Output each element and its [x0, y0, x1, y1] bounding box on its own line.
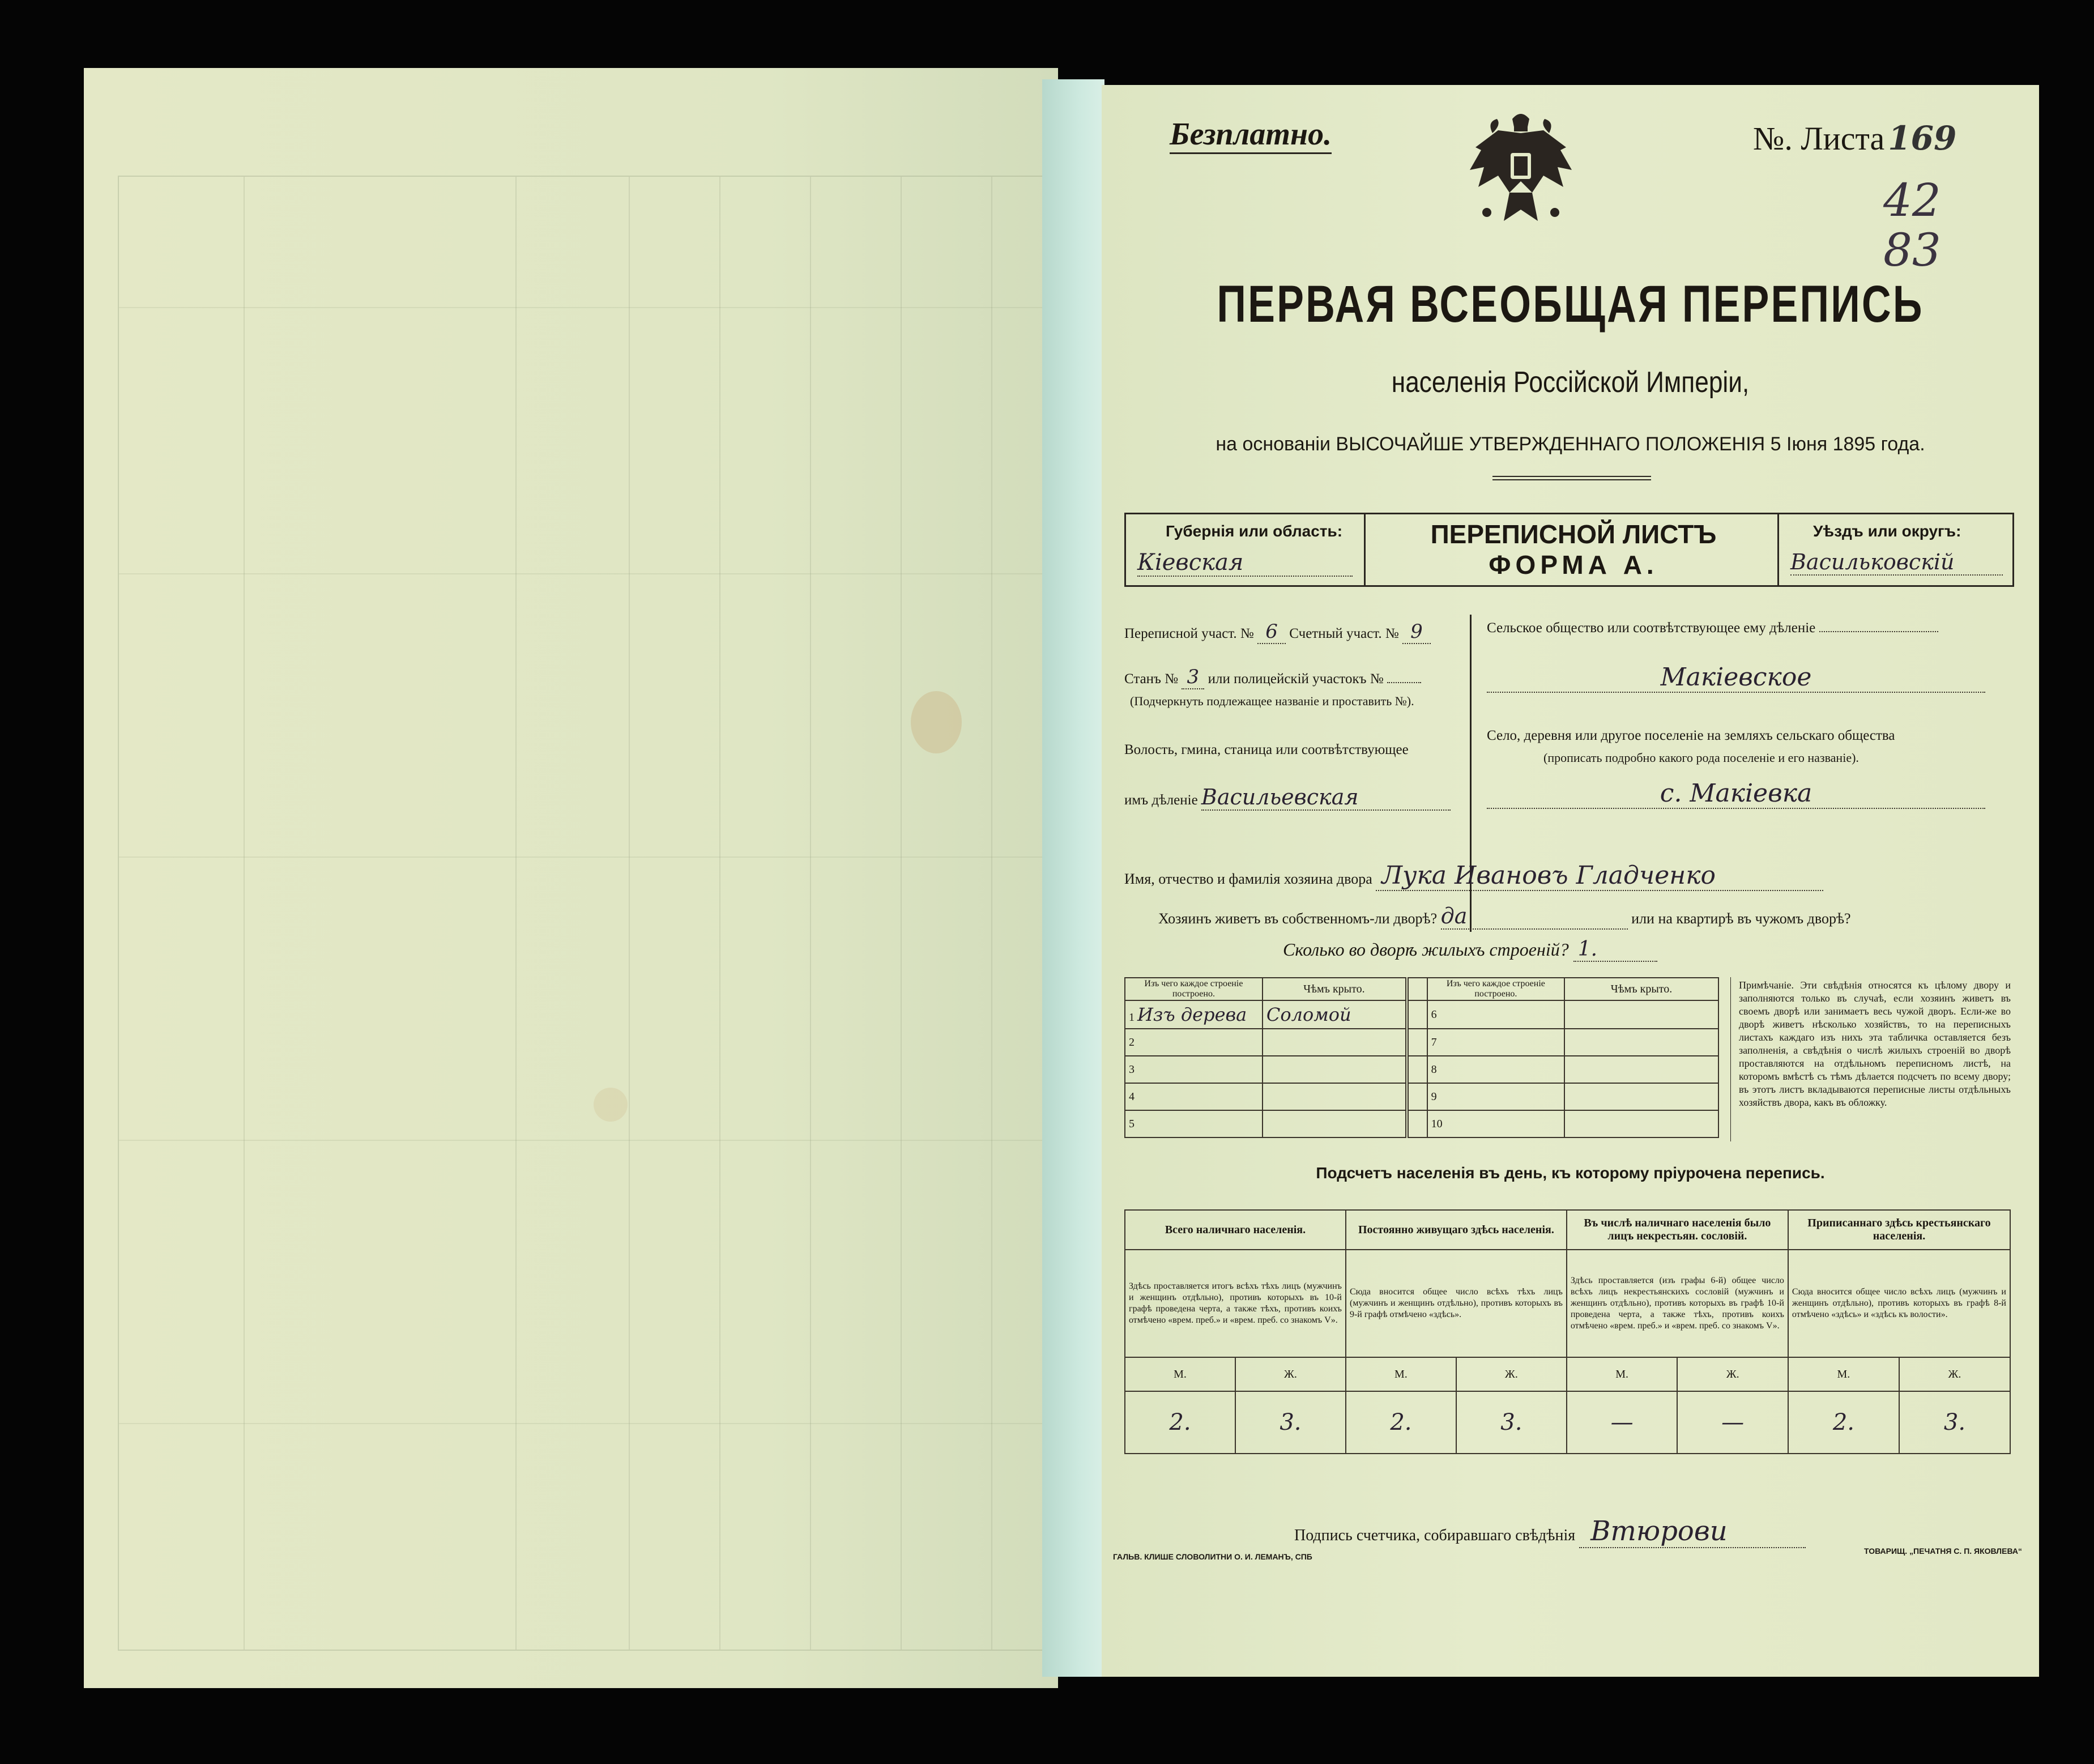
- buildings-value: 1.: [1573, 938, 1657, 962]
- society-line: [1819, 631, 1938, 632]
- owner-value: Лука Ивановъ Гладченко: [1376, 861, 1823, 891]
- society-value: Макіевское: [1487, 663, 1985, 693]
- province-label: Губернія или область:: [1166, 522, 1343, 540]
- area-fields: [1124, 620, 1475, 644]
- tally-title-row: [1125, 1210, 2010, 1250]
- tally-value: 3.: [1456, 1391, 1567, 1454]
- form-type-title: [1392, 519, 1755, 580]
- stan-fields: [1124, 666, 1475, 689]
- note-text: Примѣчаніе. Эти свѣдѣнія относятся къ цѣлому двору и заполняются только въ случаѣ, если хозяинъ живетъ въ своемъ дворѣ или занимаетъ весь чужой дворъ. Если-же во дворѣ живетъ нѣсколько хозяйствъ, то на переписныхъ листахъ каждаго изъ нихъ эта табличка оставляется безъ заполненія, а свѣдѣнія о числѣ жилыхъ строеній во дворѣ проставляются на отдѣльномъ переписномъ листѣ, на которомъ вмѣстѣ съ тѣмъ дѣлается подсчетъ по всему двору; въ этотъ листъ вкладываются переписные листы отдѣльныхъ хозяйствъ двора, какъ въ обложку.: [1739, 979, 2011, 1108]
- sheet-number: [1753, 119, 1956, 157]
- tally-value: 3.: [1235, 1391, 1346, 1454]
- female-label: Ж.: [1235, 1357, 1346, 1391]
- form-type-line1: ПЕРЕПИСНОЙ ЛИСТЪ: [1430, 519, 1717, 549]
- tally-value: 2.: [1788, 1391, 1899, 1454]
- police-note: (Подчеркнуть подлежащее названіе и проставить №).: [1130, 694, 1414, 708]
- tally-desc-row: [1125, 1250, 2010, 1357]
- stan-label: Станъ №: [1124, 671, 1179, 687]
- col-material-left: Изъ чего каждое строеніе построено.: [1125, 978, 1263, 1000]
- col-roof-right: Чѣмъ крыто.: [1564, 978, 1718, 1000]
- society-field: [1487, 620, 1985, 636]
- signature-label: Подпись счетчика, собиравшаго свѣдѣнія: [1294, 1527, 1576, 1544]
- ornament-divider: [1492, 476, 1651, 480]
- police-label: или полицейскій участокъ №: [1208, 671, 1384, 687]
- tally-col-desc: Здѣсь проставляется (изъ графы 6-й) общее число всѣхъ лицъ некрестьянскихъ сословій (мужчинъ и женщинъ отдѣльно), противъ которыхъ въ графѣ 10-й проведена черта, а также тѣхъ, противъ коихъ отмѣчено «врем. преб.» и «врем. преб. со знакомъ V».: [1567, 1250, 1788, 1357]
- row-number: 4: [1125, 1083, 1263, 1110]
- volost-label2: имъ дѣленіе: [1124, 792, 1198, 808]
- tally-value: 2.: [1125, 1391, 1235, 1454]
- own-yard-value: да: [1441, 904, 1628, 930]
- census-area-label: Переписной участ. №: [1124, 626, 1254, 641]
- tally-col-desc: Сюда вносится общее число всѣхъ лицъ (мужчинъ и женщинъ отдѣльно), противъ которыхъ въ графѣ 8-й отмѣчено «здѣсь» и «здѣсь къ волости».: [1788, 1250, 2010, 1357]
- tally-heading: Подсчетъ населенія въ день, къ которому пріурочена перепись.: [1316, 1164, 1825, 1182]
- district-label: Уѣздъ или округъ:: [1813, 522, 1961, 540]
- tally-col-desc: Сюда вносится общее число всѣхъ тѣхъ лицъ (мужчинъ и женщинъ отдѣльно), противъ которыхъ въ 9-й графѣ отмѣчено «здѣсь».: [1346, 1250, 1567, 1357]
- row-number: 7: [1427, 1029, 1564, 1056]
- col-material-right: Изъ чего каждое строеніе построено.: [1427, 978, 1564, 1000]
- sheet-number-label: №. Листа: [1753, 120, 1885, 157]
- row-number: 9: [1427, 1083, 1564, 1110]
- stan-value: 3: [1182, 666, 1204, 689]
- form-title: ПЕРВАЯ ВСЕОБЩАЯ ПЕРЕПИСЬ: [1217, 275, 1924, 333]
- district-cell: [1777, 514, 2014, 585]
- form-header-box: [1124, 513, 2014, 587]
- show-through-grid: [118, 176, 1055, 1651]
- footer-left: ГАЛЬВ. КЛИШЕ СЛОВОЛИТНИ О. И. ЛЕМАНЪ, СПБ: [1113, 1552, 1312, 1561]
- paper-stain: [911, 691, 962, 753]
- female-label: Ж.: [1899, 1357, 2010, 1391]
- count-area-value: 9: [1402, 620, 1431, 644]
- book-gutter: [1042, 79, 1104, 1677]
- row-number: 6: [1427, 1000, 1564, 1029]
- buildings-table: [1124, 977, 1719, 1138]
- signature-field: [1294, 1515, 1946, 1548]
- tally-value: —: [1567, 1391, 1678, 1454]
- table-row: [1125, 1110, 1718, 1137]
- margin-number: 42: [1883, 174, 1941, 227]
- owner-label: Имя, отчество и фамилія хозяина двора: [1124, 871, 1372, 887]
- female-label: Ж.: [1677, 1357, 1788, 1391]
- tally-col-title: Всего наличнаго населенія.: [1125, 1210, 1346, 1250]
- buildings-label: Сколько во дворѣ жилыхъ строеній?: [1283, 939, 1569, 960]
- volost-value: Васильевская: [1201, 785, 1451, 811]
- roof-value: Соломой: [1263, 1000, 1407, 1029]
- tally-value: 3.: [1899, 1391, 2010, 1454]
- row-number: 2: [1125, 1029, 1263, 1056]
- tally-table: [1124, 1209, 2011, 1454]
- table-row: [1125, 1000, 1718, 1029]
- owner-field: [1124, 861, 2008, 891]
- paper-stain: [594, 1088, 628, 1122]
- tally-col-title: Приписаннаго здѣсь крестьянскаго населенія.: [1788, 1210, 2010, 1250]
- imperial-eagle-emblem: [1464, 108, 1577, 238]
- form-type-line2: ФОРМА А.: [1489, 550, 1658, 580]
- volost-field: [1124, 785, 1475, 811]
- sheet-number-value: 169: [1888, 119, 1957, 157]
- tally-col-desc: Здѣсь проставляется итогъ всѣхъ тѣхъ лицъ (мужчинъ и женщинъ отдѣльно), противъ которыхъ въ 10-й графѣ проведена черта, а также тѣхъ, противъ коихъ отмѣчено «врем. преб.» и «врем. преб. со знакомъ V».: [1125, 1250, 1346, 1357]
- margin-annotation: [1883, 176, 1941, 275]
- village-value: с. Макіевка: [1487, 779, 1985, 809]
- count-area-label: Счетный участ. №: [1289, 626, 1399, 641]
- tally-col-title: Въ числѣ наличнаго населенія было лицъ некрестьян. сословій.: [1567, 1210, 1788, 1250]
- village-note: (прописать подробно какого рода поселеніе и его названіе).: [1543, 751, 1859, 765]
- district-value: Васильковскій: [1790, 549, 2003, 576]
- province-value: Кіевская: [1137, 549, 1353, 577]
- male-label: М.: [1788, 1357, 1899, 1391]
- own-yard-label: Хозяинъ живетъ въ собственномъ-ли дворѣ?: [1158, 910, 1438, 927]
- tally-sex-row: [1125, 1357, 2010, 1391]
- census-area-value: 6: [1257, 620, 1286, 644]
- male-label: М.: [1125, 1357, 1235, 1391]
- row-number: 5: [1125, 1110, 1263, 1137]
- village-label: Село, деревня или другое поселеніе на земляхъ сельскаго общества: [1487, 728, 1895, 743]
- table-row: [1125, 1029, 1718, 1056]
- buildings-table-header: [1125, 978, 1718, 1000]
- left-page: [84, 68, 1058, 1688]
- police-value-line: [1387, 682, 1421, 683]
- male-label: М.: [1346, 1357, 1456, 1391]
- note-divider: [1730, 977, 1731, 1141]
- col-roof-left: Чѣмъ крыто.: [1263, 978, 1407, 1000]
- row-number: 10: [1427, 1110, 1564, 1137]
- tally-col-title: Постоянно живущаго здѣсь населенія.: [1346, 1210, 1567, 1250]
- buildings-field: [1283, 938, 1657, 962]
- footer-right: ТОВАРИЩ. „ПЕЧАТНЯ С. П. ЯКОВЛЕВА“: [1863, 1546, 2022, 1556]
- society-label: Сельское общество или соотвѣтствующее ему дѣленіе: [1487, 620, 1816, 636]
- form-subtitle: населенія Россійской Имперіи,: [1391, 366, 1750, 399]
- row-number: 3: [1125, 1056, 1263, 1083]
- residence-field: [1158, 904, 2008, 930]
- row-number: 8: [1427, 1056, 1564, 1083]
- volost-label: Волость, гмина, станица или соотвѣтствующее: [1124, 742, 1409, 757]
- female-label: Ж.: [1456, 1357, 1567, 1391]
- row-number: 1: [1129, 1011, 1135, 1024]
- male-label: М.: [1567, 1357, 1678, 1391]
- signature-value: Втюрови: [1579, 1515, 1806, 1548]
- tally-values-row: [1125, 1391, 2010, 1454]
- table-row: [1125, 1083, 1718, 1110]
- census-form-page: [1102, 85, 2039, 1677]
- margin-number: 83: [1883, 224, 1941, 276]
- table-row: [1125, 1056, 1718, 1083]
- rented-label: или на квартирѣ въ чужомъ дворѣ?: [1631, 910, 1851, 927]
- tally-value: 2.: [1346, 1391, 1456, 1454]
- province-cell: [1126, 514, 1366, 585]
- material-value: Изъ дерева: [1137, 1004, 1247, 1025]
- tally-value: —: [1677, 1391, 1788, 1454]
- form-basis: на основаніи ВЫСОЧАЙШЕ УТВЕРЖДЕННАГО ПОЛОЖЕНІЯ 5 Іюня 1895 года.: [1216, 433, 1925, 455]
- free-label: Безплатно.: [1170, 116, 1332, 154]
